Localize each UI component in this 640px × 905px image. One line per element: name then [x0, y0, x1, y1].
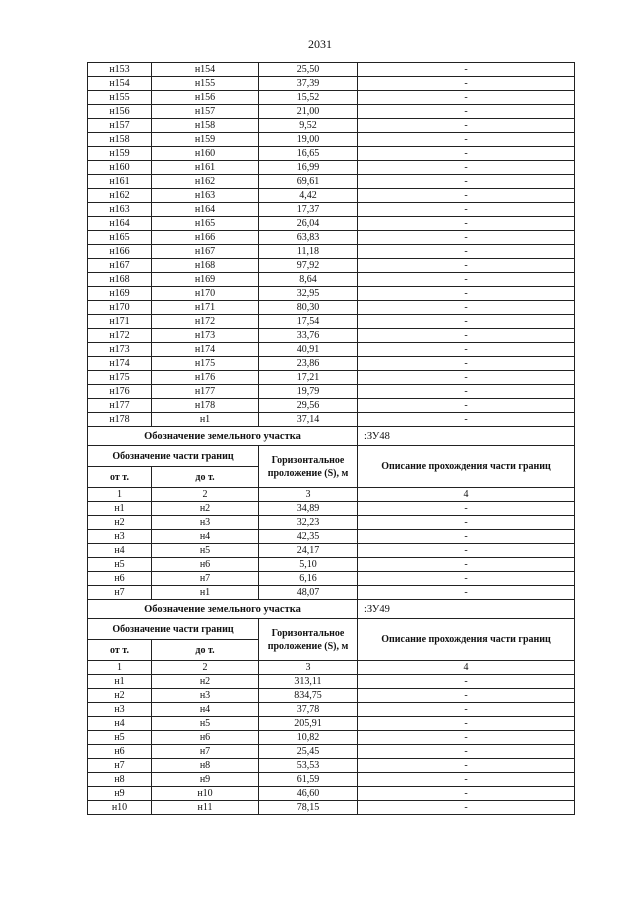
from-point-cell: н6: [88, 572, 152, 586]
description-cell: -: [358, 245, 575, 259]
description-cell: -: [358, 675, 575, 689]
description-header: Описание прохождения части границ: [358, 446, 575, 488]
from-point-cell: н155: [88, 91, 152, 105]
description-cell: -: [358, 759, 575, 773]
to-point-cell: н166: [152, 231, 259, 245]
part-label: Обозначение части границ: [88, 446, 259, 467]
column-number: 4: [358, 488, 575, 502]
table-row: [88, 231, 575, 245]
header-row: [88, 446, 575, 467]
distance-cell: 16,65: [259, 147, 358, 161]
description-cell: -: [358, 273, 575, 287]
table-row: [88, 801, 575, 815]
parcel-label: Обозначение земельного участка: [88, 600, 358, 619]
description-cell: -: [358, 703, 575, 717]
description-cell: -: [358, 329, 575, 343]
description-cell: -: [358, 315, 575, 329]
description-cell: -: [358, 77, 575, 91]
distance-cell: 17,37: [259, 203, 358, 217]
to-point-cell: н156: [152, 91, 259, 105]
distance-cell: 37,78: [259, 703, 358, 717]
from-point-cell: н163: [88, 203, 152, 217]
from-point-cell: н2: [88, 516, 152, 530]
description-cell: -: [358, 63, 575, 77]
header-row: [88, 619, 575, 640]
description-cell: -: [358, 259, 575, 273]
description-cell: -: [358, 801, 575, 815]
from-point-cell: н4: [88, 717, 152, 731]
description-cell: -: [358, 203, 575, 217]
to-point-cell: н175: [152, 357, 259, 371]
from-point-cell: н156: [88, 105, 152, 119]
description-cell: -: [358, 217, 575, 231]
to-point-cell: н7: [152, 572, 259, 586]
distance-cell: 42,35: [259, 530, 358, 544]
description-cell: -: [358, 558, 575, 572]
from-point-cell: н168: [88, 273, 152, 287]
from-point-cell: н170: [88, 301, 152, 315]
to-point-cell: н2: [152, 675, 259, 689]
description-cell: -: [358, 572, 575, 586]
distance-cell: 21,00: [259, 105, 358, 119]
distance-cell: 33,76: [259, 329, 358, 343]
to-point-cell: н10: [152, 787, 259, 801]
table-row: [88, 329, 575, 343]
to-point-cell: н160: [152, 147, 259, 161]
from-point-cell: н3: [88, 703, 152, 717]
column-number: 1: [88, 661, 152, 675]
table-row: [88, 787, 575, 801]
to-point-cell: н9: [152, 773, 259, 787]
table-row: [88, 315, 575, 329]
table-row: [88, 287, 575, 301]
to-point-cell: н163: [152, 189, 259, 203]
from-point-cell: н174: [88, 357, 152, 371]
description-cell: -: [358, 586, 575, 600]
column-number: 3: [259, 488, 358, 502]
distance-header: Горизонтальное проложение (S), м: [259, 446, 358, 488]
column-number-row: [88, 488, 575, 502]
table-row: [88, 189, 575, 203]
column-number: 2: [152, 488, 259, 502]
distance-cell: 6,16: [259, 572, 358, 586]
description-cell: -: [358, 231, 575, 245]
to-point-cell: н6: [152, 558, 259, 572]
distance-cell: 25,45: [259, 745, 358, 759]
from-point-cell: н10: [88, 801, 152, 815]
to-point-cell: н5: [152, 544, 259, 558]
distance-cell: 37,39: [259, 77, 358, 91]
to-point-cell: н169: [152, 273, 259, 287]
distance-cell: 29,56: [259, 399, 358, 413]
distance-cell: 53,53: [259, 759, 358, 773]
to-point-cell: н168: [152, 259, 259, 273]
description-cell: -: [358, 745, 575, 759]
table-row: [88, 147, 575, 161]
from-point-cell: н169: [88, 287, 152, 301]
description-cell: -: [358, 287, 575, 301]
description-cell: -: [358, 357, 575, 371]
from-point-cell: н159: [88, 147, 152, 161]
table-row: [88, 161, 575, 175]
description-cell: -: [358, 371, 575, 385]
distance-cell: 11,18: [259, 245, 358, 259]
distance-cell: 9,52: [259, 119, 358, 133]
from-header: от т.: [88, 640, 152, 661]
description-cell: -: [358, 105, 575, 119]
from-point-cell: н165: [88, 231, 152, 245]
table-row: [88, 399, 575, 413]
table-row: [88, 516, 575, 530]
column-number: 2: [152, 661, 259, 675]
distance-cell: 37,14: [259, 413, 358, 427]
table-row: [88, 717, 575, 731]
from-point-cell: н164: [88, 217, 152, 231]
distance-cell: 23,86: [259, 357, 358, 371]
distance-cell: 10,82: [259, 731, 358, 745]
distance-cell: 32,23: [259, 516, 358, 530]
table-row: [88, 301, 575, 315]
description-cell: -: [358, 413, 575, 427]
distance-cell: 19,00: [259, 133, 358, 147]
from-point-cell: н9: [88, 787, 152, 801]
description-cell: -: [358, 147, 575, 161]
from-point-cell: н6: [88, 745, 152, 759]
page-number: 2031: [308, 37, 332, 51]
table-row: [88, 343, 575, 357]
to-point-cell: н167: [152, 245, 259, 259]
distance-cell: 834,75: [259, 689, 358, 703]
table-row: [88, 558, 575, 572]
table-row: [88, 731, 575, 745]
to-point-cell: н4: [152, 530, 259, 544]
to-point-cell: н170: [152, 287, 259, 301]
to-point-cell: н11: [152, 801, 259, 815]
description-cell: -: [358, 399, 575, 413]
parcel-id: :ЗУ49: [358, 600, 575, 619]
distance-cell: 32,95: [259, 287, 358, 301]
description-cell: -: [358, 91, 575, 105]
to-point-cell: н172: [152, 315, 259, 329]
to-point-cell: н3: [152, 689, 259, 703]
part-label: Обозначение части границ: [88, 619, 259, 640]
description-cell: -: [358, 133, 575, 147]
description-cell: -: [358, 516, 575, 530]
to-point-cell: н8: [152, 759, 259, 773]
distance-cell: 78,15: [259, 801, 358, 815]
from-point-cell: н1: [88, 675, 152, 689]
description-cell: -: [358, 544, 575, 558]
distance-cell: 8,64: [259, 273, 358, 287]
distance-cell: 46,60: [259, 787, 358, 801]
from-point-cell: н158: [88, 133, 152, 147]
table-row: [88, 572, 575, 586]
from-point-cell: н3: [88, 530, 152, 544]
table-row: [88, 245, 575, 259]
description-cell: -: [358, 161, 575, 175]
to-point-cell: н1: [152, 586, 259, 600]
to-point-cell: н7: [152, 745, 259, 759]
from-point-cell: н7: [88, 586, 152, 600]
distance-cell: 25,50: [259, 63, 358, 77]
from-point-cell: н178: [88, 413, 152, 427]
description-cell: -: [358, 385, 575, 399]
from-point-cell: н166: [88, 245, 152, 259]
description-cell: -: [358, 773, 575, 787]
from-point-cell: н172: [88, 329, 152, 343]
to-point-cell: н4: [152, 703, 259, 717]
table-row: [88, 259, 575, 273]
description-cell: -: [358, 717, 575, 731]
from-point-cell: н161: [88, 175, 152, 189]
to-point-cell: н5: [152, 717, 259, 731]
table-row: [88, 586, 575, 600]
to-point-cell: н154: [152, 63, 259, 77]
distance-cell: 17,21: [259, 371, 358, 385]
description-cell: -: [358, 689, 575, 703]
description-cell: -: [358, 119, 575, 133]
from-point-cell: н160: [88, 161, 152, 175]
parcel-row: [88, 600, 575, 619]
table-row: [88, 175, 575, 189]
to-point-cell: н165: [152, 217, 259, 231]
to-header: до т.: [152, 467, 259, 488]
parcel-row: [88, 427, 575, 446]
table-row: [88, 273, 575, 287]
to-point-cell: н177: [152, 385, 259, 399]
table-row: [88, 203, 575, 217]
table-row: [88, 357, 575, 371]
to-point-cell: н178: [152, 399, 259, 413]
from-point-cell: н5: [88, 731, 152, 745]
from-point-cell: н162: [88, 189, 152, 203]
parcel-label: Обозначение земельного участка: [88, 427, 358, 446]
table-row: [88, 77, 575, 91]
from-point-cell: н157: [88, 119, 152, 133]
to-point-cell: н173: [152, 329, 259, 343]
description-cell: -: [358, 502, 575, 516]
to-point-cell: н6: [152, 731, 259, 745]
table-row: [88, 413, 575, 427]
table-row: [88, 544, 575, 558]
to-point-cell: н171: [152, 301, 259, 315]
column-number-row: [88, 661, 575, 675]
table-row: [88, 773, 575, 787]
column-number: 1: [88, 488, 152, 502]
table-row: [88, 371, 575, 385]
table-row: [88, 133, 575, 147]
table-row: [88, 385, 575, 399]
table-row: [88, 105, 575, 119]
distance-cell: 69,61: [259, 175, 358, 189]
from-point-cell: н5: [88, 558, 152, 572]
description-cell: -: [358, 530, 575, 544]
table-row: [88, 759, 575, 773]
from-point-cell: н7: [88, 759, 152, 773]
column-number: 3: [259, 661, 358, 675]
from-point-cell: н176: [88, 385, 152, 399]
distance-cell: 5,10: [259, 558, 358, 572]
distance-cell: 16,99: [259, 161, 358, 175]
description-cell: -: [358, 175, 575, 189]
to-point-cell: н161: [152, 161, 259, 175]
table-row: [88, 530, 575, 544]
distance-cell: 26,04: [259, 217, 358, 231]
from-point-cell: н1: [88, 502, 152, 516]
to-point-cell: н2: [152, 502, 259, 516]
to-point-cell: н1: [152, 413, 259, 427]
description-cell: -: [358, 343, 575, 357]
distance-cell: 205,91: [259, 717, 358, 731]
from-point-cell: н167: [88, 259, 152, 273]
from-point-cell: н2: [88, 689, 152, 703]
description-cell: -: [358, 787, 575, 801]
to-point-cell: н164: [152, 203, 259, 217]
column-number: 4: [358, 661, 575, 675]
distance-header: Горизонтальное проложение (S), м: [259, 619, 358, 661]
description-header: Описание прохождения части границ: [358, 619, 575, 661]
to-point-cell: н3: [152, 516, 259, 530]
description-cell: -: [358, 301, 575, 315]
distance-cell: 63,83: [259, 231, 358, 245]
distance-cell: 48,07: [259, 586, 358, 600]
from-point-cell: н175: [88, 371, 152, 385]
description-cell: -: [358, 189, 575, 203]
distance-cell: 4,42: [259, 189, 358, 203]
table-row: [88, 689, 575, 703]
boundary-table-body: [88, 63, 575, 815]
to-point-cell: н159: [152, 133, 259, 147]
from-point-cell: н173: [88, 343, 152, 357]
distance-cell: 80,30: [259, 301, 358, 315]
from-point-cell: н177: [88, 399, 152, 413]
table-row: [88, 119, 575, 133]
table-row: [88, 675, 575, 689]
to-point-cell: н162: [152, 175, 259, 189]
from-point-cell: н171: [88, 315, 152, 329]
table-row: [88, 502, 575, 516]
to-point-cell: н158: [152, 119, 259, 133]
description-cell: -: [358, 731, 575, 745]
distance-cell: 17,54: [259, 315, 358, 329]
table-row: [88, 217, 575, 231]
distance-cell: 19,79: [259, 385, 358, 399]
to-point-cell: н176: [152, 371, 259, 385]
to-header: до т.: [152, 640, 259, 661]
to-point-cell: н174: [152, 343, 259, 357]
distance-cell: 97,92: [259, 259, 358, 273]
boundary-table: [87, 62, 575, 815]
from-point-cell: н8: [88, 773, 152, 787]
from-point-cell: н153: [88, 63, 152, 77]
distance-cell: 61,59: [259, 773, 358, 787]
table-row: [88, 703, 575, 717]
table-row: [88, 91, 575, 105]
table-row: [88, 745, 575, 759]
to-point-cell: н155: [152, 77, 259, 91]
table-row: [88, 63, 575, 77]
parcel-id: :ЗУ48: [358, 427, 575, 446]
from-header: от т.: [88, 467, 152, 488]
distance-cell: 34,89: [259, 502, 358, 516]
to-point-cell: н157: [152, 105, 259, 119]
from-point-cell: н154: [88, 77, 152, 91]
distance-cell: 24,17: [259, 544, 358, 558]
distance-cell: 313,11: [259, 675, 358, 689]
from-point-cell: н4: [88, 544, 152, 558]
distance-cell: 15,52: [259, 91, 358, 105]
distance-cell: 40,91: [259, 343, 358, 357]
